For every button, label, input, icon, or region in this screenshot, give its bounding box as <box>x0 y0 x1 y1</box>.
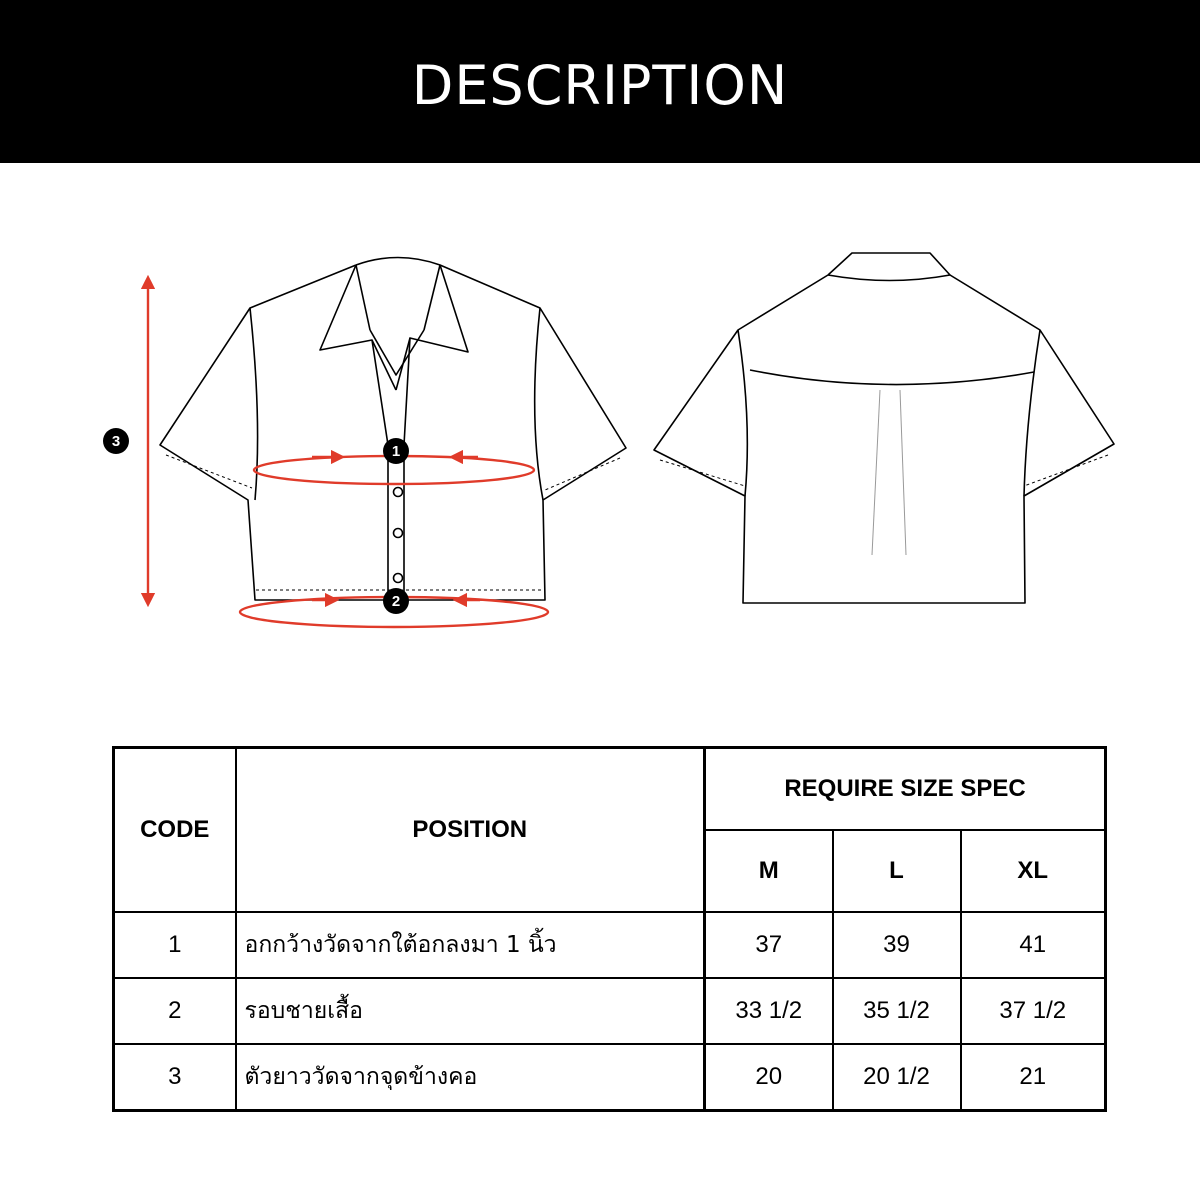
row-value-m: 37 <box>705 912 833 978</box>
marker-3 <box>103 428 129 454</box>
row-value-xl: 21 <box>961 1044 1106 1110</box>
back-shirt-drawing <box>654 253 1114 603</box>
header-size-l: L <box>833 830 961 912</box>
row-position: ตัวยาววัดจากจุดข้างคอ <box>236 1044 705 1110</box>
garment-diagram <box>0 163 1200 723</box>
row-value-m: 20 <box>705 1044 833 1110</box>
page-title: DESCRIPTION <box>411 54 789 117</box>
svg-text:2: 2 <box>391 593 401 610</box>
row-value-l: 20 1/2 <box>833 1044 961 1110</box>
row-code: 1 <box>114 912 236 978</box>
table-row <box>114 1044 1106 1110</box>
front-shirt-drawing <box>160 258 626 601</box>
row-position: รอบชายเสื้อ <box>236 978 705 1044</box>
size-spec-table <box>112 746 1107 1112</box>
row-value-l: 35 1/2 <box>833 978 961 1044</box>
marker-1 <box>383 438 409 464</box>
header-bar <box>0 0 1200 163</box>
row-position: อกกว้างวัดจากใต้อกลงมา 1 นิ้ว <box>236 912 705 978</box>
table-row <box>114 912 1106 978</box>
measurement-guides <box>148 282 548 627</box>
svg-text:1: 1 <box>391 443 401 460</box>
row-value-xl: 37 1/2 <box>961 978 1106 1044</box>
header-code: CODE <box>114 748 236 912</box>
svg-text:3: 3 <box>111 433 121 450</box>
header-require-size-spec: REQUIRE SIZE SPEC <box>705 748 1106 830</box>
row-value-l: 39 <box>833 912 961 978</box>
header-size-xl: XL <box>961 830 1106 912</box>
row-value-m: 33 1/2 <box>705 978 833 1044</box>
table-row <box>114 978 1106 1044</box>
marker-2 <box>383 588 409 614</box>
header-position: POSITION <box>236 748 705 912</box>
row-code: 3 <box>114 1044 236 1110</box>
header-size-m: M <box>705 830 833 912</box>
row-value-xl: 41 <box>961 912 1106 978</box>
row-code: 2 <box>114 978 236 1044</box>
